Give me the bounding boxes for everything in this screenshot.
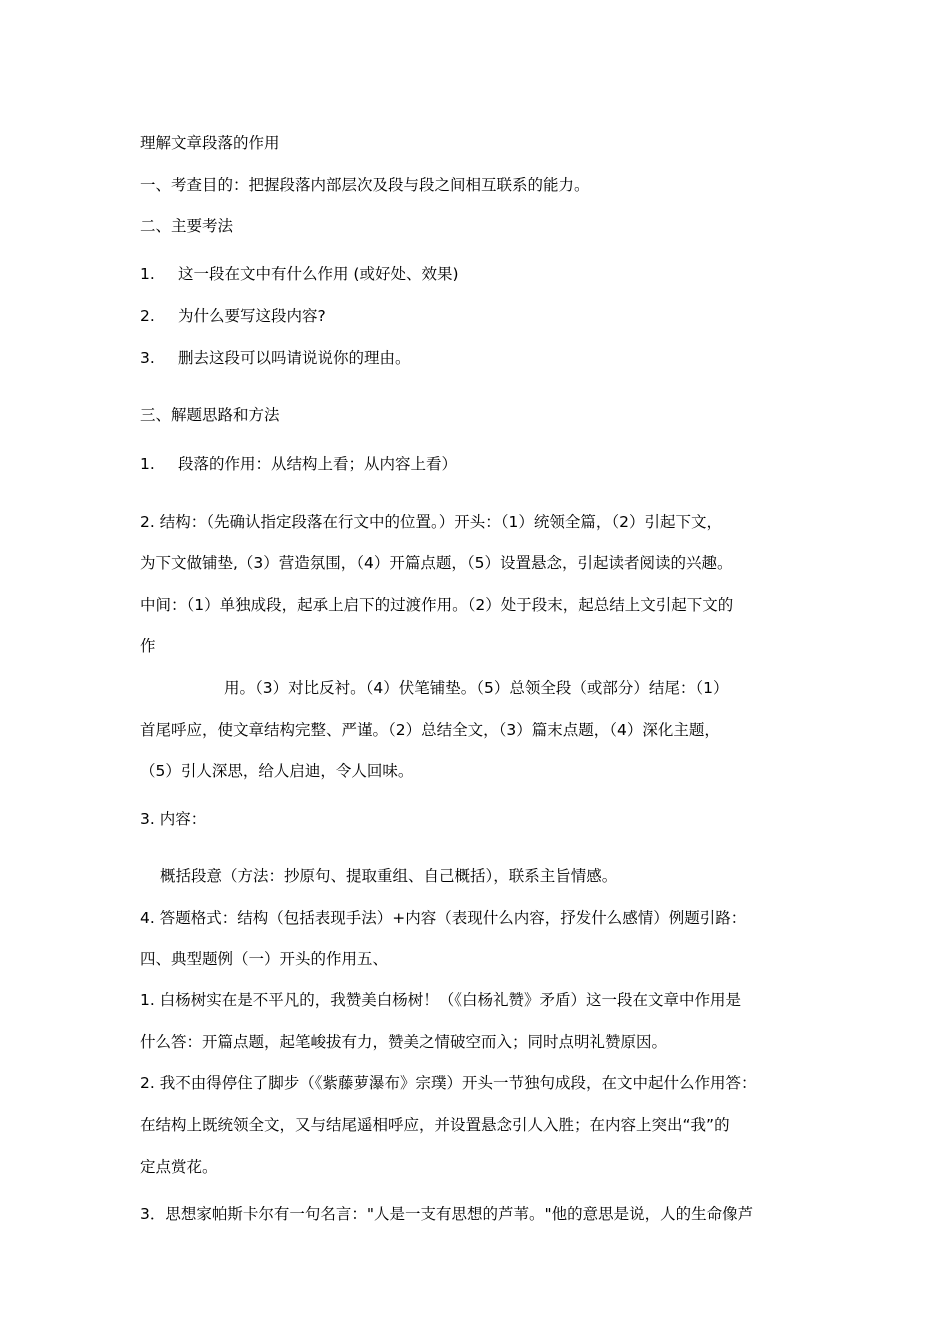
- structure-line: 2. 结构：（先确认指定段落在行文中的位置。）开头：（1）统领全篇，（2）引起下文，: [140, 513, 722, 531]
- example-line: 定点赏花。: [140, 1158, 218, 1176]
- method-number: 2.: [140, 307, 155, 325]
- content-text: 概括段意（方法：抄原句、提取重组、自己概括），联系主旨情感。: [160, 867, 618, 885]
- section-purpose: 一、考查目的：把握段落内部层次及段与段之间相互联系的能力。: [140, 176, 590, 194]
- section-methods-heading: 二、主要考法: [140, 217, 234, 235]
- example-3-line: 3．思想家帕斯卡尔有一句名言："人是一支有思想的芦苇。"他的意思是说，人的生命像芦: [140, 1205, 754, 1223]
- method-text: 这一段在文中有什么作用 (或好处、效果): [178, 265, 459, 283]
- section-examples-heading: 四、典型题例（一）开头的作用五、: [140, 950, 389, 968]
- method-text: 删去这段可以吗请说说你的理由。: [178, 349, 411, 367]
- method-number: 1.: [140, 265, 155, 283]
- structure-line: （5）引人深思，给人启迪，令人回味。: [140, 762, 414, 780]
- content-heading: 3. 内容：: [140, 810, 207, 828]
- structure-line: 中间：（1）单独成段，起承上启下的过渡作用。（2）处于段末，起总结上文引起下文的: [140, 596, 734, 614]
- approach-text: 段落的作用：从结构上看；从内容上看）: [178, 455, 458, 473]
- answer-format: 4. 答题格式：结构（包括表现手法）+内容（表现什么内容，抒发什么感情）例题引路：: [140, 909, 747, 927]
- example-line: 什么答：开篇点题，起笔峻拔有力，赞美之情破空而入；同时点明礼赞原因。: [140, 1033, 668, 1051]
- approach-number: 1.: [140, 455, 155, 473]
- example-line: 在结构上既统领全文，又与结尾遥相呼应，并设置悬念引人入胜；在内容上突出“我”的: [140, 1116, 730, 1134]
- structure-line: 首尾呼应，使文章结构完整、严谨。（2）总结全文，（3）篇末点题，（4）深化主题，: [140, 721, 720, 739]
- method-text: 为什么要写这段内容?: [178, 307, 326, 325]
- example-line: 1. 白杨树实在是不平凡的，我赞美白杨树！（《白杨礼赞》矛盾）这一段在文章中作用是: [140, 991, 741, 1009]
- structure-line: 为下文做铺垫,（3）营造氛围，（4）开篇点题，（5）设置悬念，引起读者阅读的兴趣。: [140, 554, 733, 572]
- structure-line: 作: [140, 637, 156, 655]
- structure-line: 用。（3）对比反衬。（4）伏笔铺垫。（5）总领全段（或部分）结尾：（1）: [224, 679, 729, 697]
- example-line: 2. 我不由得停住了脚步（《紫藤萝瀑布》宗璞）开头一节独句成段，在文中起什么作用答：: [140, 1074, 757, 1092]
- method-number: 3.: [140, 349, 155, 367]
- document-title: 理解文章段落的作用: [140, 134, 280, 152]
- section-approach-heading: 三、解题思路和方法: [140, 406, 280, 424]
